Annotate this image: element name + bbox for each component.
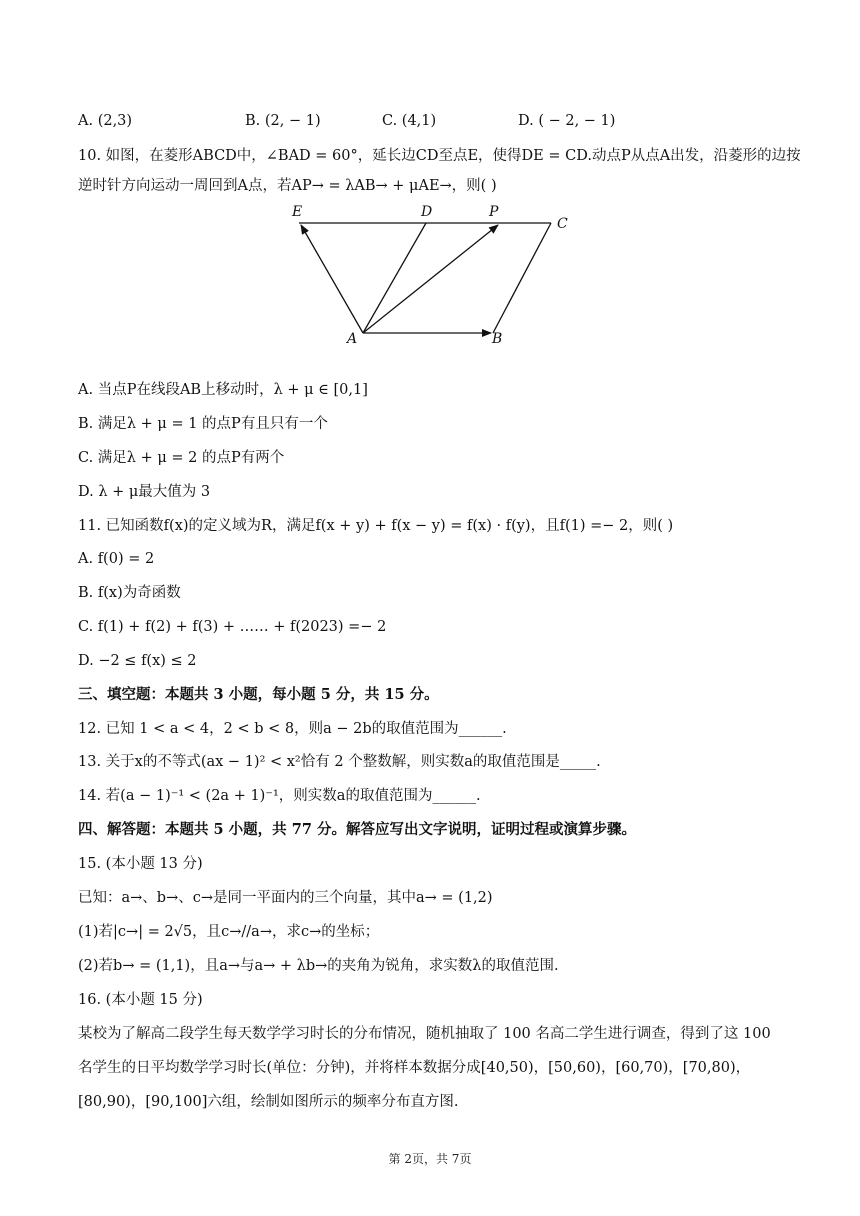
- label-d: D: [421, 204, 433, 220]
- segment-ad: [363, 223, 426, 333]
- q9-option-b: B. (2, − 1): [245, 113, 321, 129]
- section3-title: 三、填空题：本题共 3 小题，每小题 5 分，共 15 分。: [78, 686, 439, 703]
- q10-option-a: A. 当点P在线段AB上移动时，λ + μ ∈ [0,1]: [78, 382, 368, 398]
- q11-option-b: B. f(x)为奇函数: [78, 585, 181, 601]
- vector-ap: [363, 225, 498, 333]
- q14: 14. 若(a − 1)⁻¹ < (2a + 1)⁻¹，则实数a的取值范围为______.: [78, 788, 481, 804]
- q11-option-d: D. −2 ≤ f(x) ≤ 2: [78, 653, 197, 669]
- label-c: C: [557, 216, 568, 232]
- label-p: P: [489, 204, 499, 220]
- vector-ae: [301, 225, 363, 333]
- q11-option-c: C. f(1) + f(2) + f(3) + …… + f(2023) =− 2: [78, 619, 387, 635]
- q12: 12. 已知 1 < a < 4，2 < b < 8，则a − 2b的取值范围为______.: [78, 721, 507, 737]
- q15-line2: (1)若|c→| = 2√5，且c→//a→，求c→的坐标；: [78, 924, 380, 940]
- q11-stem: 11. 已知函数f(x)的定义域为R，满足f(x + y) + f(x − y) = f(x) · f(y)，且f(1) =− 2，则( ): [78, 518, 674, 534]
- q9-option-c: C. (4,1): [382, 113, 437, 129]
- label-a: A: [347, 331, 358, 347]
- q10-option-d: D. λ + μ最大值为 3: [78, 484, 211, 500]
- q15-line3: (2)若b→ = (1,1)，且a→与a→ + λb→的夹角为锐角，求实数λ的取值范围.: [78, 958, 559, 974]
- q16-header: 16. (本小题 15 分): [78, 992, 203, 1008]
- rhombus-figure: [285, 202, 585, 352]
- q15-header: 15. (本小题 13 分): [78, 856, 203, 872]
- q9-option-a: A. (2,3): [78, 113, 133, 129]
- section4-title: 四、解答题：本题共 5 小题，共 77 分。解答应写出文字说明，证明过程或演算步骤。: [78, 821, 636, 838]
- q11-option-a: A. f(0) = 2: [78, 551, 155, 567]
- page-footer: 第 2页，共 7页: [388, 1152, 472, 1166]
- q10-stem-line1: 10. 如图，在菱形ABCD中，∠BAD = 60°，延长边CD至点E，使得DE = CD.动点P从点A出发，沿菱形的边按: [78, 148, 801, 164]
- q16-body: 某校为了解高二段学生每天数学学习时长的分布情况，随机抽取了 100 名高二学生进行调查，得到了这 100 名学生的日平均数学学习时长(单位：分钟)，并将样本数据分成[40,50)，[50,60)，[60,70)，[70,80)，[80,90)，[90,100]六组，绘制如图所示的频率分布直方图.: [78, 1026, 771, 1110]
- label-b: B: [492, 331, 503, 347]
- q15-line1: 已知：a→、b→、c→是同一平面内的三个向量，其中a→ = (1,2): [78, 890, 493, 906]
- segment-cb: [493, 223, 551, 333]
- q13: 13. 关于x的不等式(ax − 1)² < x²恰有 2 个整数解，则实数a的取值范围是_____.: [78, 754, 601, 770]
- label-e: E: [292, 204, 303, 220]
- q10-option-b: B. 满足λ + μ = 1 的点P有且只有一个: [78, 416, 328, 432]
- q10-stem-line2: 逆时针方向运动一周回到A点，若AP→ = λAB→ + μAE→，则( ): [78, 178, 497, 194]
- q10-option-c: C. 满足λ + μ = 2 的点P有两个: [78, 450, 285, 466]
- q9-option-d: D. ( − 2, − 1): [518, 113, 616, 129]
